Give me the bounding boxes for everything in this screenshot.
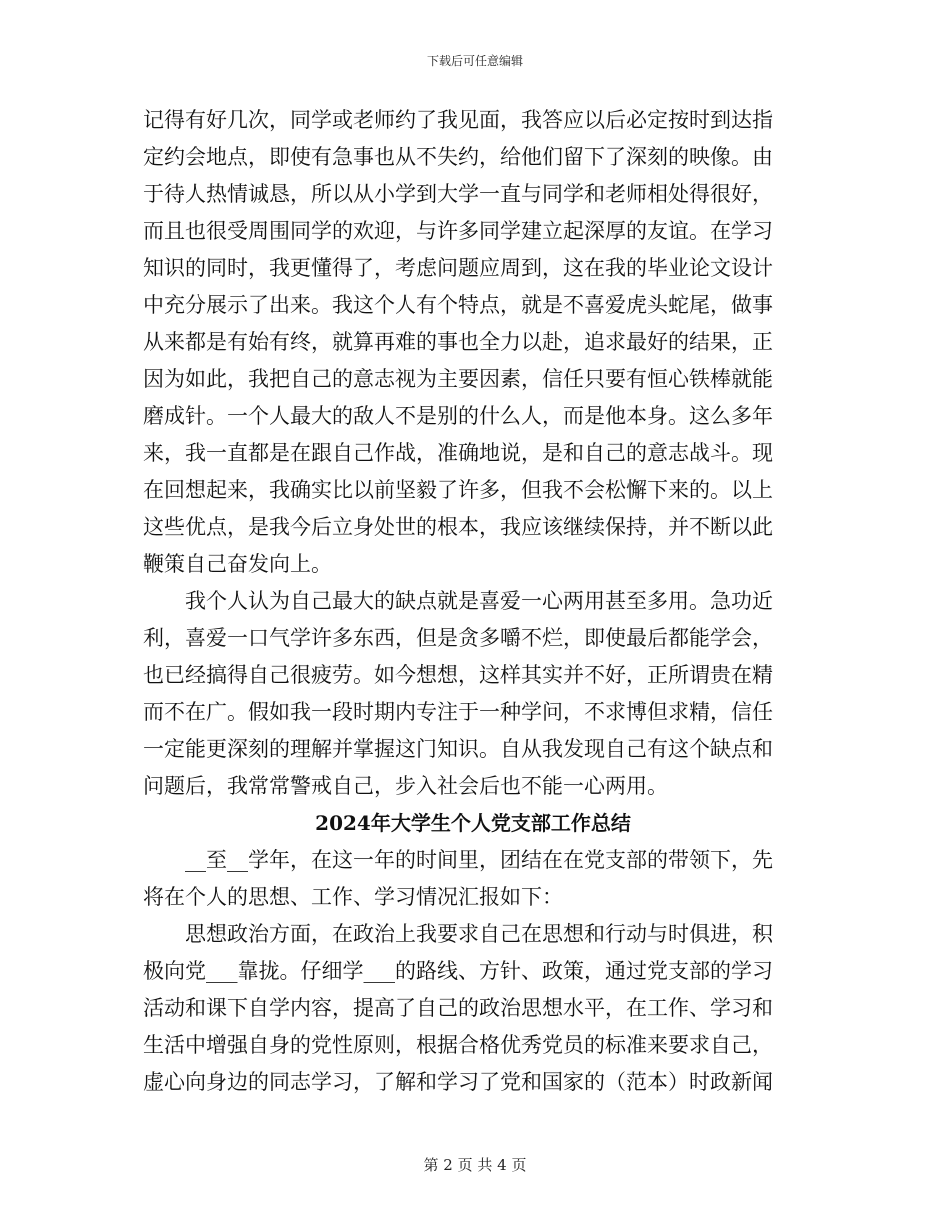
text-line: 这些优点，是我今后立身处世的根本，我应该继续保持，并不断以此 <box>143 515 773 539</box>
text-line: 定约会地点，即使有急事也从不失约，给他们留下了深刻的映像。由 <box>143 145 773 169</box>
paragraph-start: __至__学年，在这一年的时间里，团结在在党支部的带领下，先 <box>185 848 773 872</box>
text-line: 利，喜爱一口气学许多东西，但是贪多嚼不烂，即使最后都能学会， <box>143 626 773 650</box>
text-line: 问题后，我常常警戒自己，步入社会后也不能一心两用。 <box>143 774 668 798</box>
text-line: 而且也很受周围同学的欢迎，与许多同学建立起深厚的友谊。在学习 <box>143 219 773 243</box>
text-line: 磨成针。一个人最大的敌人不是别的什么人，而是他本身。这么多年 <box>143 404 773 428</box>
page-footer: 第 2 页 共 4 页 <box>423 1156 527 1174</box>
text-line: 于待人热情诚恳，所以从小学到大学一直与同学和老师相处得很好， <box>143 182 773 206</box>
text-line: 活动和课下自学内容，提高了自己的政治思想水平，在工作、学习和 <box>143 996 773 1020</box>
text-line: 极向党___靠拢。仔细学___的路线、方针、政策，通过党支部的学习 <box>143 959 773 983</box>
text-line: 虚心向身边的同志学习，了解和学习了党和国家的（范本）时政新闻 <box>143 1070 773 1094</box>
text-line: 也已经搞得自己很疲劳。如今想想，这样其实并不好，正所谓贵在精 <box>143 663 773 687</box>
text-line: 将在个人的思想、工作、学习情况汇报如下： <box>143 885 563 909</box>
page-header: 下载后可任意编辑 <box>426 54 523 68</box>
text-line: 鞭策自己奋发向上。 <box>143 552 332 576</box>
text-line: 来，我一直都是在跟自己作战，准确地说，是和自己的意志战斗。现 <box>143 441 773 465</box>
text-line: 而不在广。假如我一段时期内专注于一种学问，不求博但求精，信任 <box>143 700 773 724</box>
text-line: 从来都是有始有终，就算再难的事也全力以赴，追求最好的结果，正 <box>143 330 773 354</box>
text-line: 一定能更深刻的理解并掌握这门知识。自从我发现自己有这个缺点和 <box>143 737 773 761</box>
section-title: 2024年大学生个人党支部工作总结 <box>315 811 631 835</box>
paragraph-start: 思想政治方面，在政治上我要求自己在思想和行动与时俱进，积 <box>185 922 773 946</box>
text-line: 知识的同时，我更懂得了，考虑问题应周到，这在我的毕业论文设计 <box>143 256 773 280</box>
document-body <box>143 102 803 1101</box>
text-line: 中充分展示了出来。我这个人有个特点，就是不喜爱虎头蛇尾，做事 <box>143 293 773 317</box>
text-line: 记得有好几次，同学或老师约了我见面，我答应以后必定按时到达指 <box>143 108 773 132</box>
text-line: 因为如此，我把自己的意志视为主要因素，信任只要有恒心铁棒就能 <box>143 367 773 391</box>
text-line: 在回想起来，我确实比以前坚毅了许多，但我不会松懈下来的。以上 <box>143 478 773 502</box>
paragraph-start: 我个人认为自己最大的缺点就是喜爱一心两用甚至多用。急功近 <box>185 589 773 613</box>
text-line: 生活中增强自身的党性原则，根据合格优秀党员的标准来要求自己， <box>143 1033 773 1057</box>
